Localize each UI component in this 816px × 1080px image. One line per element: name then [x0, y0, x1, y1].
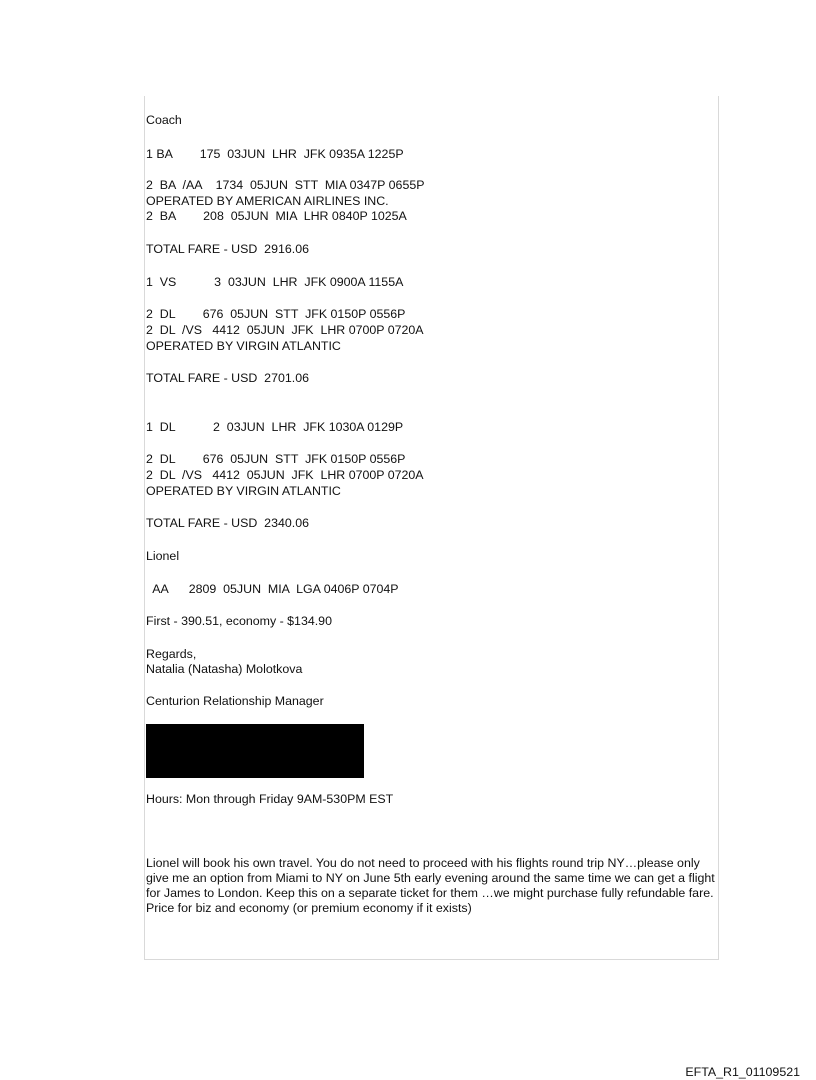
signer-title: Centurion Relationship Manager — [146, 694, 324, 708]
lionel-name: Lionel — [146, 549, 180, 563]
option1-total-fare: TOTAL FARE - USD 2916.06 — [146, 242, 309, 256]
option2-segment-1: 1 VS 3 03JUN LHR JFK 0900A 1155A — [146, 275, 404, 289]
signer-name: Natalia (Natasha) Molotkova — [146, 662, 303, 676]
option3-segment-3-operated: OPERATED BY VIRGIN ATLANTIC — [146, 484, 341, 498]
option1-segment-3: 2 BA 208 05JUN MIA LHR 0840P 1025A — [146, 209, 407, 223]
option2-segment-2: 2 DL 676 05JUN STT JFK 0150P 0556P — [146, 307, 406, 321]
document-id: EFTA_R1_01109521 — [685, 1065, 800, 1080]
option3-segment-3: 2 DL /VS 4412 05JUN JFK LHR 0700P 0720A — [146, 468, 424, 482]
option1-segment-2: 2 BA /AA 1734 05JUN STT MIA 0347P 0655P — [146, 178, 425, 192]
lionel-flight: AA 2809 05JUN MIA LGA 0406P 0704P — [146, 582, 399, 596]
option1-segment-2-operated: OPERATED BY AMERICAN AIRLINES INC. — [146, 194, 389, 208]
business-hours: Hours: Mon through Friday 9AM-530PM EST — [146, 792, 394, 806]
option2-segment-3-operated: OPERATED BY VIRGIN ATLANTIC — [146, 339, 341, 353]
option3-total-fare: TOTAL FARE - USD 2340.06 — [146, 516, 309, 530]
option3-segment-1: 1 DL 2 03JUN LHR JFK 1030A 0129P — [146, 420, 404, 434]
lionel-fares: First - 390.51, economy - $134.90 — [146, 614, 332, 628]
redaction-block — [146, 724, 364, 778]
option3-segment-2: 2 DL 676 05JUN STT JFK 0150P 0556P — [146, 452, 406, 466]
option2-segment-3: 2 DL /VS 4412 05JUN JFK LHR 0700P 0720A — [146, 323, 424, 337]
regards: Regards, — [146, 647, 197, 661]
option2-total-fare: TOTAL FARE - USD 2701.06 — [146, 371, 309, 385]
option1-segment-1: 1 BA 175 03JUN LHR JFK 0935A 1225P — [146, 147, 404, 161]
class-heading: Coach — [146, 113, 182, 127]
quoted-message: Lionel will book his own travel. You do not need to proceed with his flights round trip NY…please only give me an option from Miami to NY on June 5th early evening around the same time we can get a flight for James to London. Keep this on a separate ticket for them …we might purchase fully refundable fare. Price for biz and economy (or premium economy if it exists) — [146, 856, 715, 915]
